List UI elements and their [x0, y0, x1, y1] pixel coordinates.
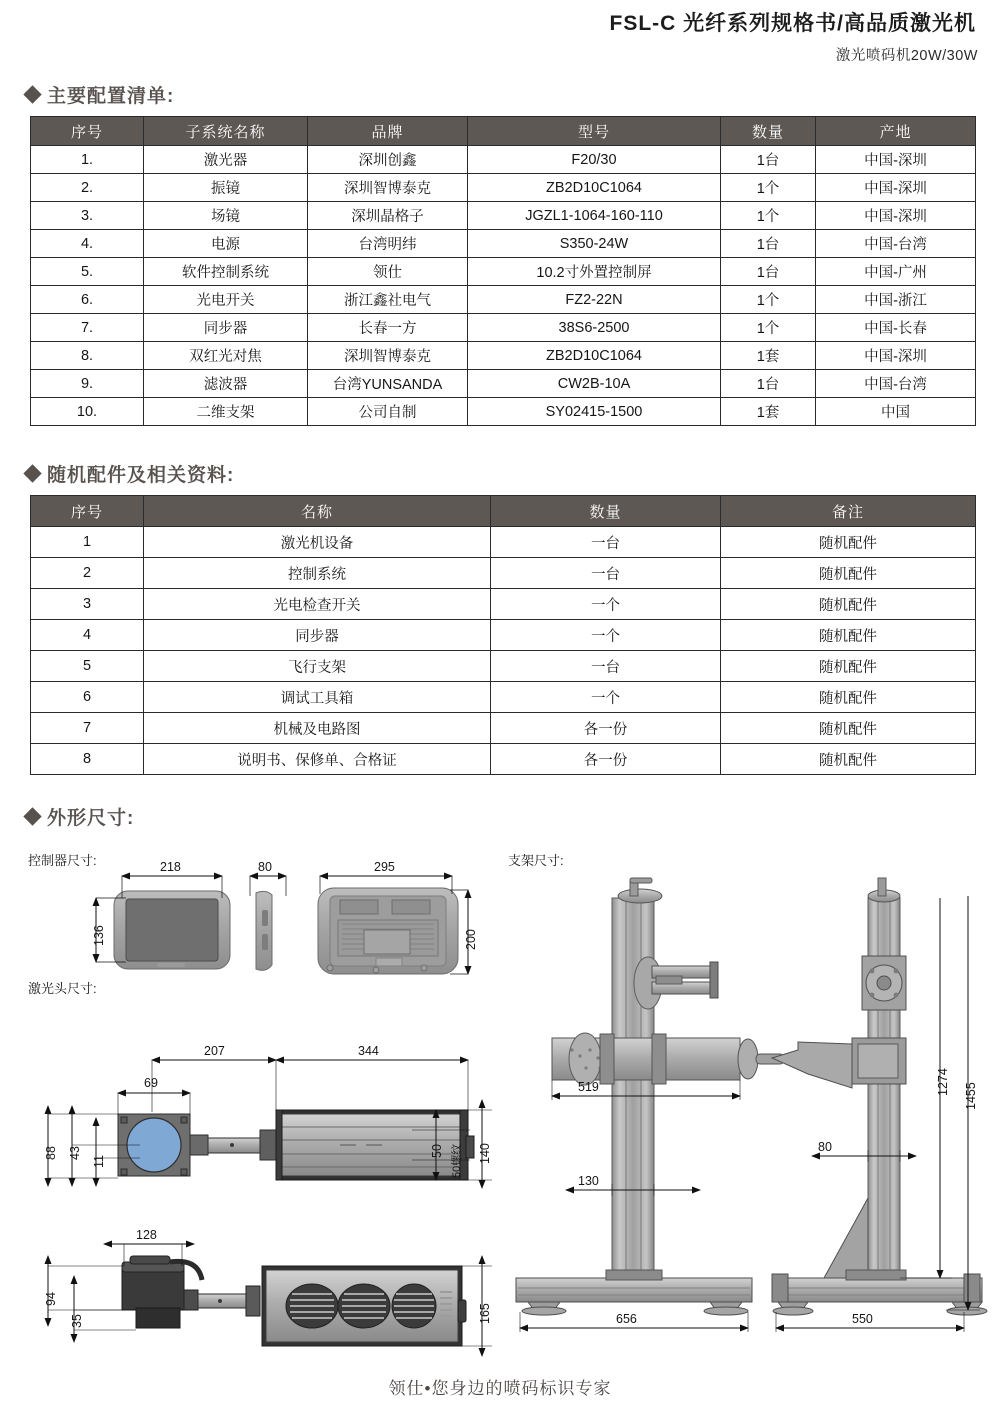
config-list-cell-r5-c3: FZ2-22N: [468, 286, 721, 314]
accessories-cell-r1-c3: 随机配件: [721, 558, 976, 589]
config-list-cell-r4-c0: 5.: [31, 258, 144, 286]
bracket-dimensions-label: 支架尺寸:: [508, 853, 564, 869]
config-list-cell-r7-c0: 8.: [31, 342, 144, 370]
accessories-cell-r5-c1: 调试工具箱: [144, 682, 491, 713]
accessories-cell-r6-c0: 7: [31, 713, 144, 744]
section-heading-accessories-label: 随机配件及相关资料:: [47, 465, 235, 487]
table-header-row: [31, 117, 976, 146]
accessories-cell-r6-c2: 各一份: [491, 713, 721, 744]
table-body: [31, 527, 976, 775]
config-list-cell-r8-c2: 台湾YUNSANDA: [308, 370, 468, 398]
accessories-cell-r3-c0: 4: [31, 620, 144, 651]
accessories-cell-r0-c3: 随机配件: [721, 527, 976, 558]
config-list-cell-r9-c3: SY02415-1500: [468, 398, 721, 426]
dim-laserhead-h-body: 140: [478, 1143, 492, 1165]
accessories-cell-r1-c1: 控制系统: [144, 558, 491, 589]
config-list-cell-r8-c0: 9.: [31, 370, 144, 398]
accessories-cell-r3-c1: 同步器: [144, 620, 491, 651]
page-title: FSL-C 光纤系列规格书/高品质激光机: [609, 12, 976, 35]
accessories-cell-r3-c2: 一个: [491, 620, 721, 651]
section-heading-config-list-label: 主要配置清单:: [47, 86, 175, 108]
dim-laserhead-side-35: 35: [70, 1314, 84, 1329]
accessories-cell-r4-c0: 5: [31, 651, 144, 682]
dim-bracket-656: 656: [616, 1312, 637, 1327]
config-list-cell-r2-c2: 深圳晶格子: [308, 202, 468, 230]
table-row: [31, 370, 976, 398]
accessories-cell-r1-c2: 一台: [491, 558, 721, 589]
dim-laserhead-len-front: 207: [204, 1044, 225, 1059]
config-list-cell-r9-c2: 公司自制: [308, 398, 468, 426]
table-row: [31, 258, 976, 286]
config-list-cell-r0-c2: 深圳创鑫: [308, 146, 468, 174]
dim-bracket-1455: 1455: [964, 1082, 978, 1111]
table-row: [31, 174, 976, 202]
table-row: [31, 230, 976, 258]
config-list-cell-r5-c5: 中国-浙江: [816, 286, 976, 314]
page-subtitle: 激光喷码机20W/30W: [835, 48, 978, 65]
config-list-cell-r6-c3: 38S6-2500: [468, 314, 721, 342]
accessories-cell-r7-c1: 说明书、保修单、合格证: [144, 744, 491, 775]
table-row: [31, 713, 976, 744]
config-list-table: [30, 116, 976, 426]
dim-bracket-519: 519: [578, 1080, 599, 1095]
config-list-cell-r5-c1: 光电开关: [144, 286, 308, 314]
config-list-cell-r9-c1: 二维支架: [144, 398, 308, 426]
table-row: [31, 558, 976, 589]
accessories-cell-r5-c3: 随机配件: [721, 682, 976, 713]
accessories-cell-r2-c3: 随机配件: [721, 589, 976, 620]
dim-bracket-1274: 1274: [936, 1068, 950, 1097]
accessories-cell-r1-c0: 2: [31, 558, 144, 589]
accessories-cell-r7-c3: 随机配件: [721, 744, 976, 775]
table-row: [31, 620, 976, 651]
config-list-cell-r2-c0: 3.: [31, 202, 144, 230]
table-body: [31, 146, 976, 426]
config-list-cell-r3-c0: 4.: [31, 230, 144, 258]
laserhead-side-94-dim: [48, 1256, 124, 1329]
config-list-cell-r9-c4: 1套: [721, 398, 816, 426]
laserhead-h88-dim: [48, 1106, 118, 1186]
table-row: [31, 682, 976, 713]
dim-laserhead-lens-width: 69: [144, 1076, 158, 1091]
dim-laserhead-thread-50-label: 50螺纹: [451, 1144, 463, 1179]
dim-bracket-80: 80: [818, 1140, 832, 1155]
config-list-cell-r0-c1: 激光器: [144, 146, 308, 174]
config-list-cell-r3-c4: 1台: [721, 230, 816, 258]
laserhead-lens-69-dim: [118, 1093, 190, 1116]
dim-laserhead-h-mid: 43: [68, 1146, 82, 1161]
config-list-col-header-1: 子系统名称: [144, 117, 308, 146]
section-heading-config-list: [26, 81, 1000, 108]
diamond-bullet-icon: [23, 86, 41, 104]
table-row: [31, 342, 976, 370]
dim-bracket-130: 130: [578, 1174, 599, 1189]
dim-laserhead-h-low: 11: [92, 1155, 106, 1169]
accessories-cell-r7-c2: 各一份: [491, 744, 721, 775]
dim-controller-side-depth: 80: [258, 860, 272, 875]
accessories-col-header-1: 名称: [144, 496, 491, 527]
dim-laserhead-side-165: 165: [478, 1303, 492, 1325]
laserhead-len-207-dim: [152, 1060, 276, 1112]
dim-laserhead-side-128: 128: [136, 1228, 157, 1243]
table-row: [31, 146, 976, 174]
config-list-col-header-2: 品牌: [308, 117, 468, 146]
section-heading-dimensions: [26, 803, 1000, 830]
config-list-cell-r1-c1: 振镜: [144, 174, 308, 202]
config-list-cell-r4-c5: 中国-广州: [816, 258, 976, 286]
table-row: [31, 314, 976, 342]
diamond-bullet-icon: [23, 808, 41, 826]
config-list-cell-r7-c3: ZB2D10C1064: [468, 342, 721, 370]
config-list-cell-r8-c4: 1台: [721, 370, 816, 398]
config-list-cell-r7-c1: 双红光对焦: [144, 342, 308, 370]
table-row: [31, 589, 976, 620]
config-list-cell-r1-c3: ZB2D10C1064: [468, 174, 721, 202]
accessories-cell-r0-c0: 1: [31, 527, 144, 558]
config-list-cell-r8-c1: 滤波器: [144, 370, 308, 398]
dim-controller-back-height: 200: [464, 929, 478, 951]
config-list-cell-r8-c3: CW2B-10A: [468, 370, 721, 398]
accessories-table: [30, 495, 976, 775]
dim-laserhead-side-94: 94: [44, 1292, 58, 1307]
laserhead-len-344-dim: [276, 1060, 468, 1112]
table-row: [31, 398, 976, 426]
config-list-cell-r7-c2: 深圳智博泰克: [308, 342, 468, 370]
controller-front-view: [114, 891, 230, 969]
config-list-cell-r6-c4: 1个: [721, 314, 816, 342]
config-list-cell-r5-c2: 浙江鑫社电气: [308, 286, 468, 314]
config-list-cell-r6-c2: 长春一方: [308, 314, 468, 342]
footer-slogan: 领仕•您身边的喷码标识专家: [388, 1379, 612, 1398]
document-header: [0, 0, 1000, 65]
config-list-cell-r7-c5: 中国-深圳: [816, 342, 976, 370]
laserhead-top-view: [118, 1110, 474, 1180]
dim-bracket-550: 550: [852, 1312, 873, 1327]
config-list-cell-r3-c2: 台湾明纬: [308, 230, 468, 258]
config-list-col-header-3: 型号: [468, 117, 721, 146]
config-list-cell-r1-c2: 深圳智博泰克: [308, 174, 468, 202]
table-row: [31, 744, 976, 775]
config-list-cell-r0-c4: 1台: [721, 146, 816, 174]
config-list-cell-r6-c1: 同步器: [144, 314, 308, 342]
section-heading-dimensions-label: 外形尺寸:: [47, 808, 135, 830]
controller-dimensions-label: 控制器尺寸:: [28, 853, 97, 869]
config-list-cell-r9-c0: 10.: [31, 398, 144, 426]
accessories-cell-r2-c2: 一个: [491, 589, 721, 620]
config-list-cell-r5-c4: 1个: [721, 286, 816, 314]
accessories-cell-r6-c3: 随机配件: [721, 713, 976, 744]
config-list-cell-r8-c5: 中国-台湾: [816, 370, 976, 398]
laserhead-side-view: [122, 1256, 466, 1346]
config-list-cell-r6-c5: 中国-长春: [816, 314, 976, 342]
config-list-cell-r5-c0: 6.: [31, 286, 144, 314]
accessories-cell-r3-c3: 随机配件: [721, 620, 976, 651]
dim-laserhead-len-body: 344: [358, 1044, 379, 1059]
config-list-cell-r2-c1: 场镜: [144, 202, 308, 230]
table-row: [31, 202, 976, 230]
table-header-row: [31, 496, 976, 527]
dim-controller-back-width: 295: [374, 860, 395, 875]
controller-side-view: [256, 892, 272, 971]
config-list-cell-r4-c1: 软件控制系统: [144, 258, 308, 286]
config-list-cell-r4-c3: 10.2寸外置控制屏: [468, 258, 721, 286]
accessories-col-header-0: 序号: [31, 496, 144, 527]
diamond-bullet-icon: [23, 465, 41, 483]
config-list-cell-r2-c3: JGZL1-1064-160-110: [468, 202, 721, 230]
config-list-col-header-4: 数量: [721, 117, 816, 146]
dim-laserhead-h-total: 88: [44, 1146, 58, 1161]
accessories-col-header-2: 数量: [491, 496, 721, 527]
config-list-cell-r3-c3: S350-24W: [468, 230, 721, 258]
dim-controller-front-height: 136: [92, 925, 106, 947]
config-list-cell-r3-c1: 电源: [144, 230, 308, 258]
bracket-side-view: [772, 878, 987, 1315]
table-row: [31, 286, 976, 314]
accessories-cell-r4-c1: 飞行支架: [144, 651, 491, 682]
controller-back-view: [318, 888, 458, 974]
drawing-canvas: [0, 838, 1000, 1368]
laserhead-dimensions-label: 激光头尺寸:: [28, 981, 97, 997]
accessories-cell-r5-c0: 6: [31, 682, 144, 713]
accessories-cell-r7-c0: 8: [31, 744, 144, 775]
config-list-cell-r6-c0: 7.: [31, 314, 144, 342]
config-list-cell-r1-c5: 中国-深圳: [816, 174, 976, 202]
accessories-col-header-3: 备注: [721, 496, 976, 527]
config-list-cell-r4-c2: 领仕: [308, 258, 468, 286]
accessories-cell-r5-c2: 一个: [491, 682, 721, 713]
accessories-cell-r4-c2: 一台: [491, 651, 721, 682]
table-row: [31, 527, 976, 558]
config-list-cell-r0-c5: 中国-深圳: [816, 146, 976, 174]
config-list-cell-r0-c0: 1.: [31, 146, 144, 174]
accessories-cell-r2-c1: 光电检查开关: [144, 589, 491, 620]
accessories-cell-r2-c0: 3: [31, 589, 144, 620]
config-list-cell-r9-c5: 中国: [816, 398, 976, 426]
config-list-cell-r2-c5: 中国-深圳: [816, 202, 976, 230]
section-heading-accessories: [26, 460, 1000, 487]
table-row: [31, 651, 976, 682]
dimension-drawings: [0, 838, 1000, 1368]
config-list-cell-r4-c4: 1台: [721, 258, 816, 286]
config-list-cell-r3-c5: 中国-台湾: [816, 230, 976, 258]
accessories-cell-r4-c3: 随机配件: [721, 651, 976, 682]
accessories-cell-r0-c2: 一台: [491, 527, 721, 558]
config-list-col-header-5: 产地: [816, 117, 976, 146]
accessories-cell-r6-c1: 机械及电路图: [144, 713, 491, 744]
dim-controller-front-width: 218: [160, 860, 181, 875]
config-list-cell-r1-c0: 2.: [31, 174, 144, 202]
config-list-cell-r0-c3: F20/30: [468, 146, 721, 174]
config-list-cell-r1-c4: 1个: [721, 174, 816, 202]
dim-laserhead-thread-50: 50: [430, 1144, 444, 1159]
config-list-col-header-0: 序号: [31, 117, 144, 146]
config-list-cell-r7-c4: 1套: [721, 342, 816, 370]
accessories-cell-r0-c1: 激光机设备: [144, 527, 491, 558]
config-list-cell-r2-c4: 1个: [721, 202, 816, 230]
